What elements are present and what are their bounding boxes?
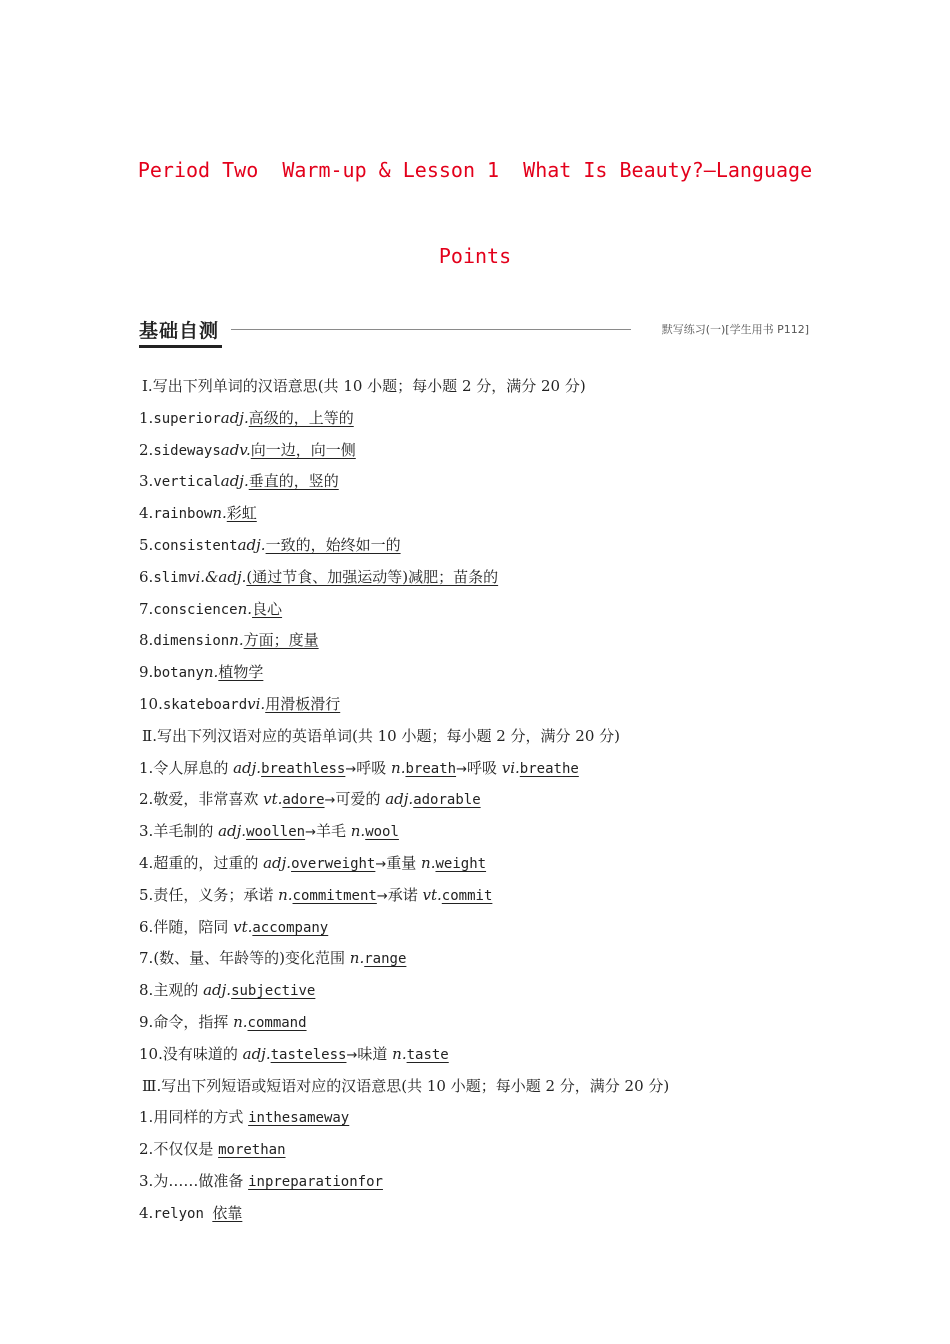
answer: (通过节食、加强运动等)减肥；苗条的 [246, 567, 499, 586]
part-label: Ⅱ.写出下列汉语对应的英语单词(共 10 小题；每小题 2 分，满分 20 分) [142, 726, 620, 745]
list-item: 1.令人屏息的 adj.breathless→呼吸 n.breath→呼吸 vi.breathe [139, 758, 579, 777]
answer: breathe [519, 760, 579, 777]
list-item: 8.dimensionn.方面；度量 [139, 631, 319, 650]
answer: range [364, 951, 407, 968]
answer: overweight [291, 855, 376, 872]
answer: subjective [231, 983, 316, 1000]
list-item: 1.用同样的方式 inthesameway [139, 1108, 350, 1127]
part-label: Ⅰ.写出下列单词的汉语意思(共 10 小题；每小题 2 分，满分 20 分) [142, 377, 586, 395]
answer: commit [441, 887, 493, 904]
list-item: 6.伴随，陪同 vt.accompany [139, 917, 329, 936]
arrow-icon: → [456, 761, 467, 777]
list-item: 5.责任，义务；承诺 n.commitment→承诺 vt.commit [139, 885, 493, 904]
part-label: Ⅲ.写出下列短语或短语对应的汉语意思(共 10 小题；每小题 2 分，满分 20 分) [142, 1076, 670, 1095]
list-item: 7.(数、量、年龄等的)变化范围 n.range [139, 949, 407, 968]
answer: 植物学 [218, 663, 264, 682]
answer: command [247, 1014, 307, 1031]
list-item: 4.超重的，过重的 adj.overweight→重量 n.weight [139, 853, 487, 872]
answer: woollen [246, 824, 306, 841]
answer: 方面；度量 [243, 631, 319, 650]
answer: inpreparationfor [248, 1173, 383, 1190]
answer: accompany [252, 919, 329, 936]
arrow-icon: → [345, 761, 357, 777]
list-item: 5.consistentadj.一致的，始终如一的 [139, 535, 401, 554]
answer: breath [405, 760, 457, 777]
arrow-icon: → [375, 856, 387, 872]
arrow-icon: → [346, 1047, 358, 1063]
list-item: 10.没有味道的 adj.tasteless→味道 n.taste [139, 1044, 449, 1063]
list-item: 2.sidewaysadv.向一边，向一侧 [139, 440, 356, 459]
list-item: 2.不仅仅是 morethan [139, 1140, 286, 1159]
answer: 良心 [252, 599, 283, 618]
section-note: 默写练习(一)[学生用书 P112] [661, 323, 809, 336]
answer: 高级的，上等的 [248, 408, 354, 427]
arrow-icon: → [376, 888, 388, 904]
list-item: 3.verticaladj.垂直的，竖的 [139, 472, 339, 491]
list-item: 8.主观的 adj.subjective [139, 981, 316, 1000]
answer: breathless [261, 760, 346, 777]
section-header [139, 316, 809, 352]
answer: taste [406, 1046, 449, 1063]
answer: weight [435, 855, 487, 872]
answer: 依靠 [212, 1203, 243, 1222]
list-item: 6.slimvi.&adj.(通过节食、加强运动等)减肥；苗条的 [139, 567, 499, 586]
arrow-icon: → [324, 793, 336, 809]
answer: adore [282, 792, 325, 809]
answer: adorable [413, 792, 481, 809]
list-item: 1.superioradj.高级的，上等的 [139, 408, 354, 427]
section-heading: 基础自测 [139, 320, 220, 342]
answer: wool [365, 824, 399, 841]
list-item: 7.consciencen.良心 [139, 599, 283, 618]
answer: 一致的，始终如一的 [265, 535, 401, 554]
exercise-content [139, 371, 839, 1230]
section-rule [231, 329, 631, 330]
answer: 彩虹 [226, 504, 257, 523]
list-item: 4.relyon 依靠 [139, 1203, 243, 1222]
list-item: 4.rainbown.彩虹 [139, 504, 257, 523]
answer: 向一边，向一侧 [250, 440, 356, 459]
arrow-icon: → [305, 825, 316, 841]
list-item: 2.敬爱，非常喜欢 vt.adore→可爱的 adj.adorable [139, 790, 481, 809]
answer: inthesameway [248, 1110, 350, 1127]
answer: commitment [292, 887, 377, 904]
page-title: Period Two Warm-up & Lesson 1 What Is Beauty?—Language [137, 158, 813, 182]
list-item: 9.botanyn.植物学 [139, 663, 264, 682]
answer: 用滑板滑行 [265, 694, 341, 713]
answer: morethan [218, 1142, 286, 1159]
list-item: 9.命令，指挥 n.command [139, 1012, 307, 1031]
list-item: 3.为……做准备 inpreparationfor [139, 1171, 383, 1190]
heading-underline [139, 345, 222, 348]
page-title-continued: Points [438, 244, 512, 268]
list-item: 3.羊毛制的 adj.woollen→羊毛 n.wool [139, 822, 399, 841]
answer: tasteless [270, 1046, 347, 1063]
answer: 垂直的，竖的 [248, 472, 339, 491]
list-item: 10.skateboardvi.用滑板滑行 [139, 694, 341, 713]
